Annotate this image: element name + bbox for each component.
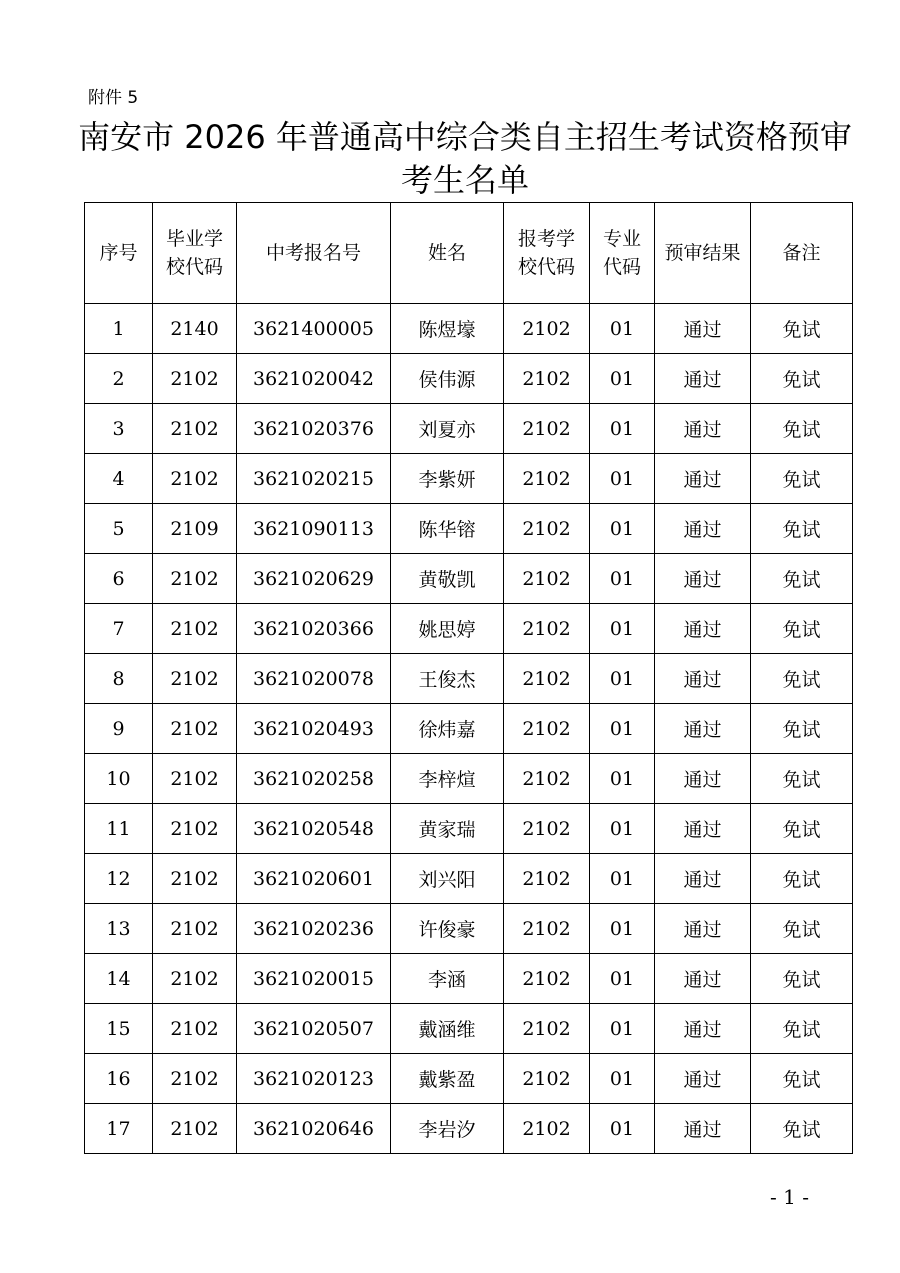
cell-remark: 免试 [751,554,853,604]
cell-grad-school-code: 2102 [153,454,237,504]
cell-name: 戴涵维 [391,1004,504,1054]
cell-remark: 免试 [751,704,853,754]
table-row [85,604,853,654]
cell-remark: 免试 [751,454,853,504]
cell-apply-school-code: 2102 [504,1004,590,1054]
cell-apply-school-code: 2102 [504,454,590,504]
cell-no: 8 [85,654,153,704]
cell-no: 12 [85,854,153,904]
cell-major-code: 01 [590,554,655,604]
cell-result: 通过 [655,754,751,804]
cell-reg-no: 3621020236 [237,904,391,954]
cell-major-code: 01 [590,1004,655,1054]
table-row [85,1104,853,1154]
cell-grad-school-code: 2102 [153,654,237,704]
header-reg-no: 中考报名号 [237,203,391,304]
cell-apply-school-code: 2102 [504,904,590,954]
cell-apply-school-code: 2102 [504,504,590,554]
cell-name: 徐炜嘉 [391,704,504,754]
table-body [85,304,853,1154]
table-row [85,954,853,1004]
header-apply-school-code: 报考学 校代码 [504,203,590,304]
cell-reg-no: 3621400005 [237,304,391,354]
cell-result: 通过 [655,304,751,354]
cell-reg-no: 3621020507 [237,1004,391,1054]
header-grad-school-code: 毕业学 校代码 [153,203,237,304]
table-row [85,404,853,454]
cell-name: 李梓煊 [391,754,504,804]
cell-no: 13 [85,904,153,954]
cell-major-code: 01 [590,704,655,754]
cell-reg-no: 3621020015 [237,954,391,1004]
table-row [85,654,853,704]
cell-remark: 免试 [751,354,853,404]
cell-grad-school-code: 2102 [153,854,237,904]
cell-name: 姚思婷 [391,604,504,654]
cell-major-code: 01 [590,904,655,954]
cell-major-code: 01 [590,304,655,354]
cell-result: 通过 [655,1004,751,1054]
cell-name: 李岩汐 [391,1104,504,1154]
cell-grad-school-code: 2109 [153,504,237,554]
cell-grad-school-code: 2102 [153,954,237,1004]
cell-result: 通过 [655,804,751,854]
cell-remark: 免试 [751,1104,853,1154]
table-row [85,504,853,554]
cell-reg-no: 3621020258 [237,754,391,804]
cell-apply-school-code: 2102 [504,754,590,804]
cell-remark: 免试 [751,854,853,904]
cell-result: 通过 [655,704,751,754]
table-row [85,704,853,754]
cell-result: 通过 [655,904,751,954]
cell-reg-no: 3621020629 [237,554,391,604]
cell-reg-no: 3621020042 [237,354,391,404]
cell-grad-school-code: 2102 [153,404,237,454]
candidate-table [84,202,853,1154]
table-header-row [85,203,853,304]
cell-name: 刘夏亦 [391,404,504,454]
cell-remark: 免试 [751,754,853,804]
cell-remark: 免试 [751,304,853,354]
table-row [85,854,853,904]
cell-result: 通过 [655,854,751,904]
cell-result: 通过 [655,454,751,504]
cell-apply-school-code: 2102 [504,704,590,754]
cell-no: 7 [85,604,153,654]
cell-remark: 免试 [751,904,853,954]
cell-major-code: 01 [590,754,655,804]
table-row [85,1054,853,1104]
cell-major-code: 01 [590,354,655,404]
cell-reg-no: 3621020366 [237,604,391,654]
cell-remark: 免试 [751,654,853,704]
cell-result: 通过 [655,404,751,454]
cell-major-code: 01 [590,804,655,854]
cell-apply-school-code: 2102 [504,854,590,904]
cell-reg-no: 3621020601 [237,854,391,904]
cell-apply-school-code: 2102 [504,354,590,404]
cell-no: 17 [85,1104,153,1154]
cell-result: 通过 [655,1104,751,1154]
table-row [85,554,853,604]
cell-grad-school-code: 2102 [153,1104,237,1154]
page-number: - 1 - [770,1185,809,1209]
cell-apply-school-code: 2102 [504,304,590,354]
cell-reg-no: 3621020548 [237,804,391,854]
cell-major-code: 01 [590,854,655,904]
cell-major-code: 01 [590,404,655,454]
cell-grad-school-code: 2102 [153,704,237,754]
header-remark: 备注 [751,203,853,304]
cell-apply-school-code: 2102 [504,1054,590,1104]
cell-name: 侯伟源 [391,354,504,404]
cell-no: 4 [85,454,153,504]
cell-major-code: 01 [590,1054,655,1104]
cell-reg-no: 3621020646 [237,1104,391,1154]
cell-no: 10 [85,754,153,804]
cell-reg-no: 3621020376 [237,404,391,454]
cell-name: 戴紫盈 [391,1054,504,1104]
cell-reg-no: 3621020493 [237,704,391,754]
cell-name: 陈华镕 [391,504,504,554]
cell-remark: 免试 [751,1054,853,1104]
cell-no: 9 [85,704,153,754]
cell-grad-school-code: 2102 [153,904,237,954]
cell-major-code: 01 [590,454,655,504]
cell-major-code: 01 [590,1104,655,1154]
cell-no: 5 [85,504,153,554]
table-row [85,454,853,504]
cell-name: 王俊杰 [391,654,504,704]
cell-reg-no: 3621020215 [237,454,391,504]
document-subtitle: 考生名单 [400,161,529,199]
cell-name: 陈煜壕 [391,304,504,354]
cell-no: 14 [85,954,153,1004]
cell-apply-school-code: 2102 [504,604,590,654]
table-row [85,804,853,854]
cell-major-code: 01 [590,954,655,1004]
cell-apply-school-code: 2102 [504,954,590,1004]
cell-result: 通过 [655,354,751,404]
cell-reg-no: 3621020123 [237,1054,391,1104]
cell-result: 通过 [655,654,751,704]
header-name: 姓名 [391,203,504,304]
table-row [85,904,853,954]
cell-apply-school-code: 2102 [504,1104,590,1154]
cell-grad-school-code: 2140 [153,304,237,354]
table-row [85,1004,853,1054]
cell-no: 6 [85,554,153,604]
cell-name: 黄家瑞 [391,804,504,854]
cell-grad-school-code: 2102 [153,754,237,804]
cell-remark: 免试 [751,804,853,854]
cell-no: 3 [85,404,153,454]
cell-apply-school-code: 2102 [504,654,590,704]
cell-remark: 免试 [751,604,853,654]
attachment-label: 附件 5 [88,88,139,108]
cell-result: 通过 [655,1054,751,1104]
cell-name: 许俊豪 [391,904,504,954]
table-row [85,304,853,354]
document-title: 南安市 2026 年普通高中综合类自主招生考试资格预审 [78,118,852,156]
cell-grad-school-code: 2102 [153,554,237,604]
cell-remark: 免试 [751,404,853,454]
cell-reg-no: 3621020078 [237,654,391,704]
cell-no: 15 [85,1004,153,1054]
cell-name: 刘兴阳 [391,854,504,904]
cell-grad-school-code: 2102 [153,1004,237,1054]
cell-no: 16 [85,1054,153,1104]
cell-reg-no: 3621090113 [237,504,391,554]
cell-apply-school-code: 2102 [504,404,590,454]
cell-no: 1 [85,304,153,354]
header-no: 序号 [85,203,153,304]
cell-name: 黄敬凯 [391,554,504,604]
cell-grad-school-code: 2102 [153,804,237,854]
cell-major-code: 01 [590,504,655,554]
table-row [85,354,853,404]
cell-remark: 免试 [751,504,853,554]
cell-result: 通过 [655,954,751,1004]
cell-grad-school-code: 2102 [153,1054,237,1104]
cell-name: 李涵 [391,954,504,1004]
cell-no: 2 [85,354,153,404]
header-major-code: 专业 代码 [590,203,655,304]
table-row [85,754,853,804]
cell-result: 通过 [655,554,751,604]
cell-major-code: 01 [590,604,655,654]
cell-result: 通过 [655,504,751,554]
cell-major-code: 01 [590,654,655,704]
header-result: 预审结果 [655,203,751,304]
cell-name: 李紫妍 [391,454,504,504]
cell-result: 通过 [655,604,751,654]
cell-remark: 免试 [751,954,853,1004]
cell-grad-school-code: 2102 [153,354,237,404]
cell-grad-school-code: 2102 [153,604,237,654]
cell-apply-school-code: 2102 [504,554,590,604]
cell-remark: 免试 [751,1004,853,1054]
cell-no: 11 [85,804,153,854]
cell-apply-school-code: 2102 [504,804,590,854]
